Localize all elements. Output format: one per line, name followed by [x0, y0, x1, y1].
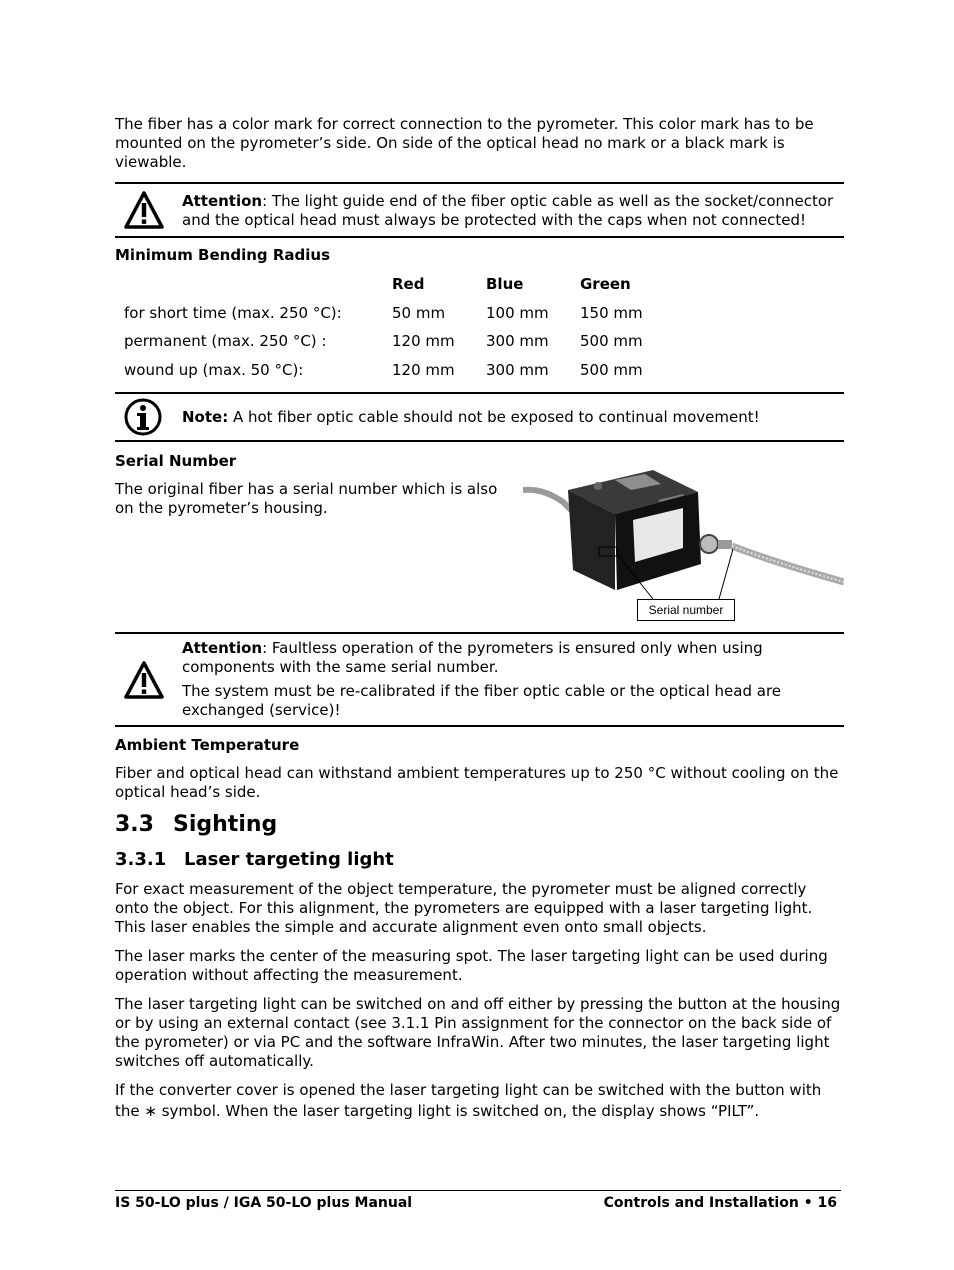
table-cell: 120 mm — [392, 360, 455, 379]
intro-paragraph: The fiber has a color mark for correct connection to the pyrometer. This color mark has to be mounted on the pyrometer’s side. On side of the optical head no mark or a black mark is viewable. — [115, 115, 814, 171]
note-callout — [115, 392, 844, 442]
serial-number-paragraph: The original fiber has a serial number which is also on the pyrometer’s housing. — [115, 480, 498, 517]
footer-manual-title: IS 50-LO plus / IGA 50-LO plus Manual — [115, 1195, 413, 1211]
bending-radius-table — [115, 270, 670, 384]
attention-serial-text: Attention: Faultless operation of the pyrometers is ensured only when using components with the same serial number. The system must be re-calibrated if the fiber optic cable or the optical head are exchanged (service)! — [182, 639, 844, 720]
table-header: Red — [392, 275, 425, 294]
table-header: Green — [580, 275, 631, 294]
ambient-temperature-paragraph: Fiber and optical head can withstand ambient temperatures up to 250 °C without cooling on the optical head’s side. — [115, 764, 839, 801]
note-text: Note: A hot fiber optic cable should not be exposed to continual movement! — [182, 408, 760, 426]
attention-label: Attention — [182, 192, 263, 210]
note-label: Note: — [182, 408, 229, 426]
body-paragraph-4: If the converter cover is opened the laser targeting light can be switched with the button with the ∗ symbol. When the laser targeting light is switched on, the display shows “PILT”. — [115, 1081, 822, 1120]
table-cell: permanent (max. 250 °C) : — [124, 332, 327, 351]
table-cell: 100 mm — [486, 303, 549, 322]
subsection-heading: 3.3.1 Laser targeting light — [115, 849, 394, 870]
table-cell: 120 mm — [392, 332, 455, 351]
table-header-row — [115, 270, 670, 299]
attention-caps-text: Attention: The light guide end of the fiber optic cable as well as the socket/connector and the optical head must always be protected with the caps when not connected! — [182, 192, 834, 229]
table-cell: 500 mm — [580, 360, 643, 379]
ambient-temperature-heading: Ambient Temperature — [115, 736, 300, 754]
table-cell: 300 mm — [486, 360, 549, 379]
bending-radius-heading: Minimum Bending Radius — [115, 246, 331, 264]
page-footer — [115, 1190, 841, 1214]
pyrometer-photo — [523, 462, 844, 622]
table-cell: 300 mm — [486, 332, 549, 351]
body-paragraph-2: The laser marks the center of the measuring spot. The laser targeting light can be used during operation without affecting the measurement. — [115, 947, 828, 984]
footer-page-info: Controls and Installation • 16 — [603, 1195, 837, 1211]
table-cell: 500 mm — [580, 332, 643, 351]
table-row — [115, 299, 670, 328]
table-cell: 150 mm — [580, 303, 643, 322]
table-cell: for short time (max. 250 °C): — [124, 303, 342, 322]
body-paragraph-3: The laser targeting light can be switched on and off either by pressing the button at the housing or by using an external contact (see 3.1.1 Pin assignment for the connector on the back side of the pyrometer) or via PC and the software InfraWin. After two minutes, the laser targeting light switches off automatically. — [115, 995, 841, 1070]
serial-number-heading: Serial Number — [115, 452, 237, 470]
recalibration-text: The system must be re-calibrated if the fiber optic cable or the optical head are exchanged (service)! — [182, 682, 782, 719]
attention-callout-caps — [115, 182, 844, 238]
attention-label: Attention — [182, 639, 263, 657]
info-icon — [123, 397, 163, 437]
warning-triangle-icon — [123, 660, 165, 700]
table-cell: 50 mm — [392, 303, 446, 322]
table-row — [115, 356, 670, 385]
table-header — [115, 270, 392, 299]
table-row — [115, 327, 670, 356]
attention-callout-serial — [115, 632, 844, 727]
pyrometer-housing-illustration — [523, 462, 844, 602]
table-cell: wound up (max. 50 °C): — [124, 360, 304, 379]
serial-number-caption: Serial number — [637, 599, 735, 621]
table-header: Blue — [486, 275, 524, 294]
section-heading: 3.3 Sighting — [115, 812, 278, 837]
warning-triangle-icon — [123, 190, 165, 230]
body-paragraph-1: For exact measurement of the object temperature, the pyrometer must be aligned correctly onto the object. For this alignment, the pyrometers are equipped with a laser targeting light. This laser enables the simple and accurate alignment even onto small objects. — [115, 880, 813, 936]
